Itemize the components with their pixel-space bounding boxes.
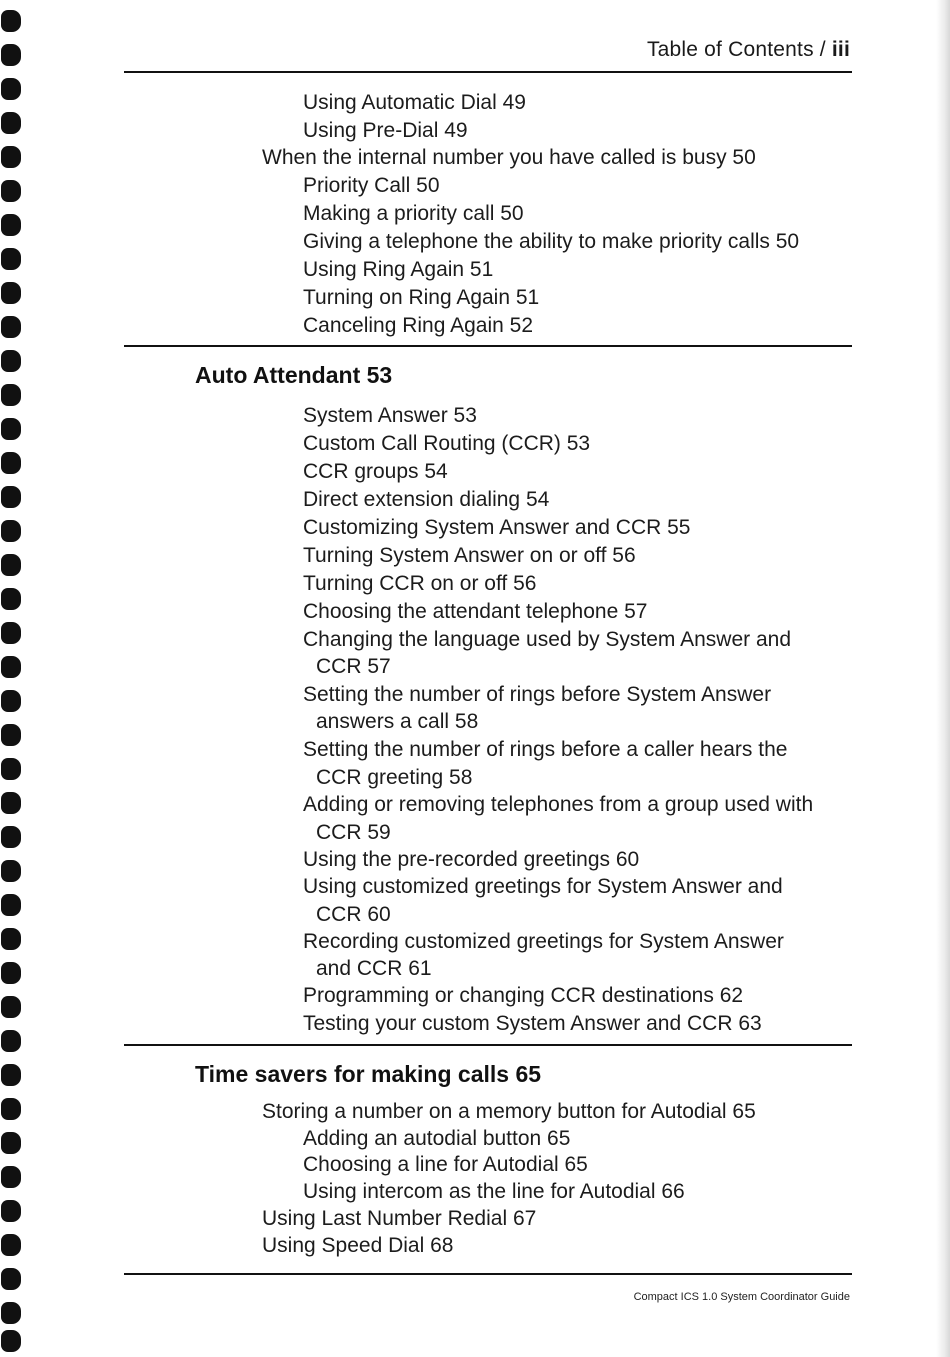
header-page-number: iii (831, 38, 850, 61)
toc-entry: Turning CCR on or off 56 (303, 572, 537, 595)
toc-entry: Canceling Ring Again 52 (303, 314, 533, 337)
toc-entry: Recording customized greetings for System Answer (303, 930, 784, 953)
toc-entry: Direct extension dialing 54 (303, 488, 550, 511)
toc-entry: Using intercom as the line for Autodial 66 (303, 1180, 685, 1203)
toc-entry: Custom Call Routing (CCR) 53 (303, 432, 591, 455)
toc-entry: System Answer 53 (303, 404, 477, 427)
footer-rule (124, 1273, 852, 1275)
toc-entry: Giving a telephone the ability to make priority calls 50 (303, 230, 800, 253)
toc-entry: CCR groups 54 (303, 460, 448, 483)
section-heading: Time savers for making calls 65 (195, 1061, 542, 1087)
toc-entry: Storing a number on a memory button for Autodial 65 (262, 1100, 756, 1123)
section-rule (124, 1044, 852, 1046)
spiral-binding (0, 0, 24, 1357)
toc-entry: Setting the number of rings before a caller hears the (303, 738, 788, 761)
toc-entry-continued: CCR 59 (316, 821, 391, 844)
toc-entry-continued: CCR 60 (316, 903, 391, 926)
toc-entry: Using the pre-recorded greetings 60 (303, 848, 640, 871)
toc-entry: Making a priority call 50 (303, 202, 524, 225)
toc-entry: Choosing the attendant telephone 57 (303, 600, 648, 623)
toc-entry-continued: CCR greeting 58 (316, 766, 473, 789)
header-rule (124, 71, 852, 73)
section-heading: Auto Attendant 53 (195, 362, 393, 388)
toc-entry: Using Speed Dial 68 (262, 1234, 454, 1257)
toc-entry: Turning on Ring Again 51 (303, 286, 540, 309)
toc-entry: Testing your custom System Answer and CCR 63 (303, 1012, 762, 1035)
toc-entry: Using Last Number Redial 67 (262, 1207, 537, 1230)
toc-entry: Choosing a line for Autodial 65 (303, 1153, 588, 1176)
toc-entry: Adding or removing telephones from a group used with (303, 793, 814, 816)
page-edge-shadow (936, 0, 950, 1357)
toc-entry: Using Ring Again 51 (303, 258, 494, 281)
toc-entry: Priority Call 50 (303, 174, 440, 197)
footer-text: Compact ICS 1.0 System Coordinator Guide (633, 1291, 850, 1303)
toc-entry-continued: and CCR 61 (316, 957, 432, 980)
toc-entry-continued: CCR 57 (316, 655, 391, 678)
toc-entry: Turning System Answer on or off 56 (303, 544, 636, 567)
toc-entry: Changing the language used by System Answer and (303, 628, 791, 651)
running-header (647, 38, 850, 62)
toc-entry: Setting the number of rings before System Answer (303, 683, 772, 706)
toc-entry-continued: answers a call 58 (316, 710, 479, 733)
toc-entry: Using Pre-Dial 49 (303, 119, 468, 142)
toc-entry: Using Automatic Dial 49 (303, 91, 526, 114)
toc-entry: Adding an autodial button 65 (303, 1127, 571, 1150)
toc-entry: Customizing System Answer and CCR 55 (303, 516, 691, 539)
toc-entry: Using customized greetings for System Answer and (303, 875, 783, 898)
header-title: Table of Contents / (646, 38, 832, 61)
toc-entry: Programming or changing CCR destinations 62 (303, 984, 744, 1007)
toc-entry: When the internal number you have called is busy 50 (262, 146, 756, 169)
section-rule (124, 345, 852, 347)
